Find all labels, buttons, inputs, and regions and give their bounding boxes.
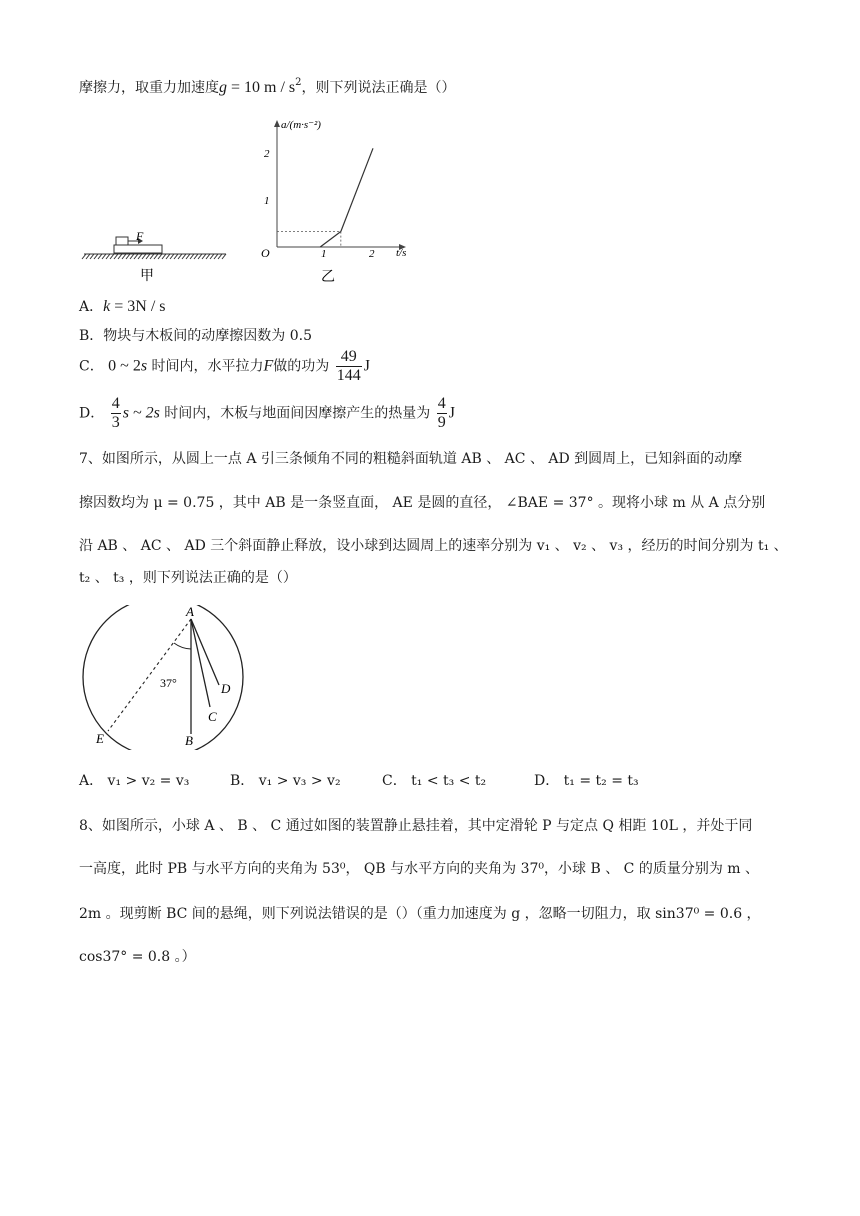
chord-ae	[108, 619, 191, 731]
hatch-line	[166, 254, 170, 259]
x-tick-1: 1	[321, 248, 327, 260]
fraction-4-3: $\frac{4}{3}$	[111, 395, 120, 431]
q7-option-d: D． t₁ = t₂ = t₃	[534, 773, 639, 789]
q6-option-d: D． $\frac{4}{3}$ s ~ 2s 时间内，木板与地面间因摩擦产生的热量为 $\frac{4}{9}$ J	[79, 395, 455, 431]
graph-segment-1	[320, 231, 341, 247]
hatch-line	[94, 254, 98, 259]
hatch-line	[162, 254, 166, 259]
q6-option-a: A．k = 3N / s	[79, 298, 166, 315]
origin-label: O	[261, 246, 270, 260]
hatch-line	[170, 254, 174, 259]
graph-lines	[277, 148, 373, 247]
q6-option-b: B．物块与木板间的动摩擦因数为 0.5	[79, 328, 313, 344]
q7-option-a: A． v₁ > v₂ = v₃	[79, 773, 190, 789]
q8-line-4: cos37° = 0.8 。）	[79, 949, 196, 965]
hatch-line	[126, 254, 130, 259]
board	[114, 245, 162, 253]
chord-ad	[191, 619, 219, 685]
point-c-label: C	[208, 709, 217, 724]
hatch-line	[146, 254, 150, 259]
point-a-label: A	[186, 605, 194, 619]
figure-circle	[78, 605, 248, 750]
force-label: F	[136, 229, 144, 243]
hatch-line	[98, 254, 102, 259]
hatch-line	[158, 254, 162, 259]
hatch-line	[182, 254, 186, 259]
hatch-line	[138, 254, 142, 259]
hatch-line	[218, 254, 222, 259]
hatch-line	[90, 254, 94, 259]
x-tick-2: 2	[369, 248, 375, 260]
hatch-line	[110, 254, 114, 259]
hatch-line	[114, 254, 118, 259]
fraction-4-9: $\frac{4}{9}$	[437, 395, 446, 431]
hatch-line	[198, 254, 202, 259]
q8-line-3: 2m 。现剪断 BC 间的悬绳，则下列说法错误的是（）（重力加速度为 g ，忽略一切阻力，取 sin37⁰ = 0.6 ，	[79, 906, 761, 922]
hatch-line	[82, 254, 86, 259]
y-tick-1: 1	[264, 195, 270, 207]
fraction-49-144: $\frac{49}{144}$	[336, 348, 361, 384]
point-d-label: D	[221, 681, 231, 696]
hatch-line	[122, 254, 126, 259]
hatch-line	[202, 254, 206, 259]
q8-line-2: 一高度，此时 PB 与水平方向的夹角为 53⁰， QB 与水平方向的夹角为 37⁰，小球 B 、 C 的质量分别为 m 、	[79, 861, 760, 877]
hatch-line	[142, 254, 146, 259]
y-axis-label: a/(m·s⁻²)	[281, 119, 321, 131]
angle-label: 37°	[160, 676, 177, 690]
hatch-line	[106, 254, 110, 259]
hatch-line	[222, 254, 226, 259]
y-axis-arrow	[274, 120, 280, 127]
hatch-line	[118, 254, 122, 259]
hatch-line	[194, 254, 198, 259]
hatch-line	[178, 254, 182, 259]
hatch-line	[150, 254, 154, 259]
figure-jia	[80, 228, 230, 284]
hatch-line	[134, 254, 138, 259]
figure-yi	[255, 115, 425, 287]
hatch-line	[102, 254, 106, 259]
figure-caption-jia: 甲	[140, 269, 154, 284]
q7-line-1: 7、如图所示，从圆上一点 A 引三条倾角不同的粗糙斜面轨道 AB 、 AC 、 AD 到圆周上，已知斜面的动摩	[79, 451, 743, 467]
q7-option-c: C． t₁ < t₃ < t₂	[382, 773, 487, 789]
q7-line-3: 沿 AB 、 AC 、 AD 三个斜面静止释放，设小球到达圆周上的速率分别为 v₁ 、 v₂ 、 v₃ ，经历的时间分别为 t₁ 、	[79, 538, 788, 554]
x-axis-label: t/s	[396, 247, 407, 259]
y-tick-2: 2	[264, 148, 270, 160]
ground-hatching	[82, 254, 226, 259]
hatch-line	[174, 254, 178, 259]
hatch-line	[186, 254, 190, 259]
point-b-label: B	[185, 733, 193, 748]
hatch-line	[214, 254, 218, 259]
angle-arc	[174, 643, 191, 649]
hatch-line	[190, 254, 194, 259]
point-e-label: E	[96, 731, 104, 746]
q6-option-c: C． 0 ~ 2s 时间内，水平拉力F做的功为 $\frac{49}{144}$ J	[79, 348, 370, 384]
hatch-line	[130, 254, 134, 259]
hatch-line	[86, 254, 90, 259]
figure-caption-yi: 乙	[321, 270, 335, 285]
q6-stem: 摩擦力，取重力加速度g = 10 m / $s^2$，则下列说法正确是（）	[79, 77, 456, 96]
block	[116, 237, 128, 245]
hatch-line	[154, 254, 158, 259]
hatch-line	[206, 254, 210, 259]
chord-ac	[191, 619, 210, 707]
q7-line-2: 擦因数均为 μ = 0.75 ，其中 AB 是一条竖直面， AE 是圆的直径， ∠BAE = 37° 。现将小球 m 从 A 点分别	[79, 495, 766, 511]
graph-segment-2	[341, 148, 373, 231]
q7-line-4: t₂ 、 t₃ ，则下列说法正确的是（）	[79, 570, 297, 586]
q8-line-1: 8、如图所示，小球 A 、 B 、 C 通过如图的装置静止悬挂着，其中定滑轮 P 与定点 Q 相距 10L ，并处于同	[79, 818, 753, 834]
hatch-line	[210, 254, 214, 259]
q7-option-b: B． v₁ > v₃ > v₂	[230, 773, 341, 789]
